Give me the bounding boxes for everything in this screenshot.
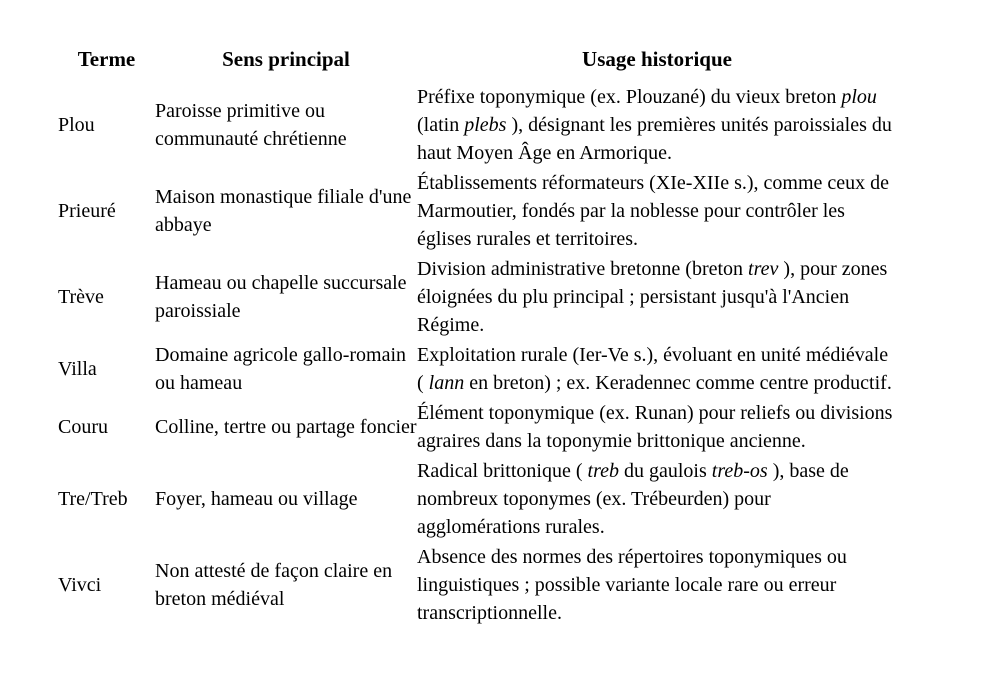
column-header-terme: Terme [77,47,136,71]
breton-term-italic: plebs [464,114,507,136]
usage-text-segment: Élément toponymique (ex. Runan) pour reliefs ou divisions agraires dans la toponymie brittonique ancienne. [417,402,893,452]
table-row [58,542,897,628]
cell-terme: Villa [58,358,97,380]
cell-sens-principal: Foyer, hameau ou village [155,488,358,510]
usage-text-segment: en breton) ; ex. Keradennec comme centre productif. [464,372,892,394]
breton-term-italic: trev [748,258,779,280]
table-row [58,82,897,168]
column-header-usage-historique: Usage historique [582,47,732,71]
cell-terme: Tre/Treb [58,488,128,510]
table-row [58,456,897,542]
breton-term-italic: treb-os [711,460,768,482]
cell-terme: Couru [58,416,108,438]
cell-sens-principal: Colline, tertre ou partage foncier [155,416,417,438]
cell-terme: Vivci [58,574,102,596]
cell-sens-principal: Non attesté de façon claire en breton médiéval [155,560,393,610]
cell-usage-historique [417,82,897,168]
breton-term-italic: lann [428,372,465,394]
cell-usage-historique [417,456,897,542]
toponymy-table [58,46,897,628]
cell-usage-historique [417,340,897,398]
breton-term-italic: treb [587,460,619,482]
cell-terme: Prieuré [58,200,116,222]
breton-term-italic: plou [841,86,877,108]
cell-usage-historique [417,542,897,628]
table-body [58,82,897,628]
cell-usage-historique [417,168,897,254]
usage-text-segment: Préfixe toponymique (ex. Plouzané) du vieux breton [417,86,842,108]
cell-sens-principal: Maison monastique filiale d'une abbaye [155,186,412,236]
cell-usage-historique [417,254,897,340]
cell-sens-principal: Domaine agricole gallo-romain ou hameau [155,344,407,394]
usage-text-segment: (latin [417,114,465,136]
usage-text-segment: ), base de nombreux toponymes (ex. Trébeurden) pour agglomérations rurales. [417,460,849,538]
table-row [58,254,897,340]
header-row [58,46,897,82]
cell-terme: Trève [58,286,104,308]
cell-sens-principal: Hameau ou chapelle succursale paroissiale [155,272,407,322]
table-row [58,168,897,254]
usage-text-segment: Division administrative bretonne (breton [417,258,749,280]
cell-sens-principal: Paroisse primitive ou communauté chrétienne [155,100,347,150]
cell-usage-historique [417,398,897,456]
usage-text-segment: ), pour zones éloignées du plu principal ; persistant jusqu'à l'Ancien Régime. [417,258,888,336]
usage-text-segment: Absence des normes des répertoires toponymiques ou linguistiques ; possible variante locale rare ou erreur transcriptionnelle. [417,546,847,624]
table-row [58,340,897,398]
usage-text-segment: ), désignant les premières unités paroissiales du haut Moyen Âge en Armorique. [417,114,892,164]
usage-text-segment: du gaulois [619,460,712,482]
column-header-sens-principal: Sens principal [222,47,350,71]
usage-text-segment: Exploitation rurale (Ier-Ve s.), évoluant en unité médiévale ( [417,344,889,394]
cell-terme: Plou [58,114,95,136]
usage-text-segment: Radical brittonique ( [417,460,588,482]
usage-text-segment: Établissements réformateurs (XIe-XIIe s.), comme ceux de Marmoutier, fondés par la noblesse pour contrôler les églises rurales et territoires. [417,172,890,250]
table-row [58,398,897,456]
